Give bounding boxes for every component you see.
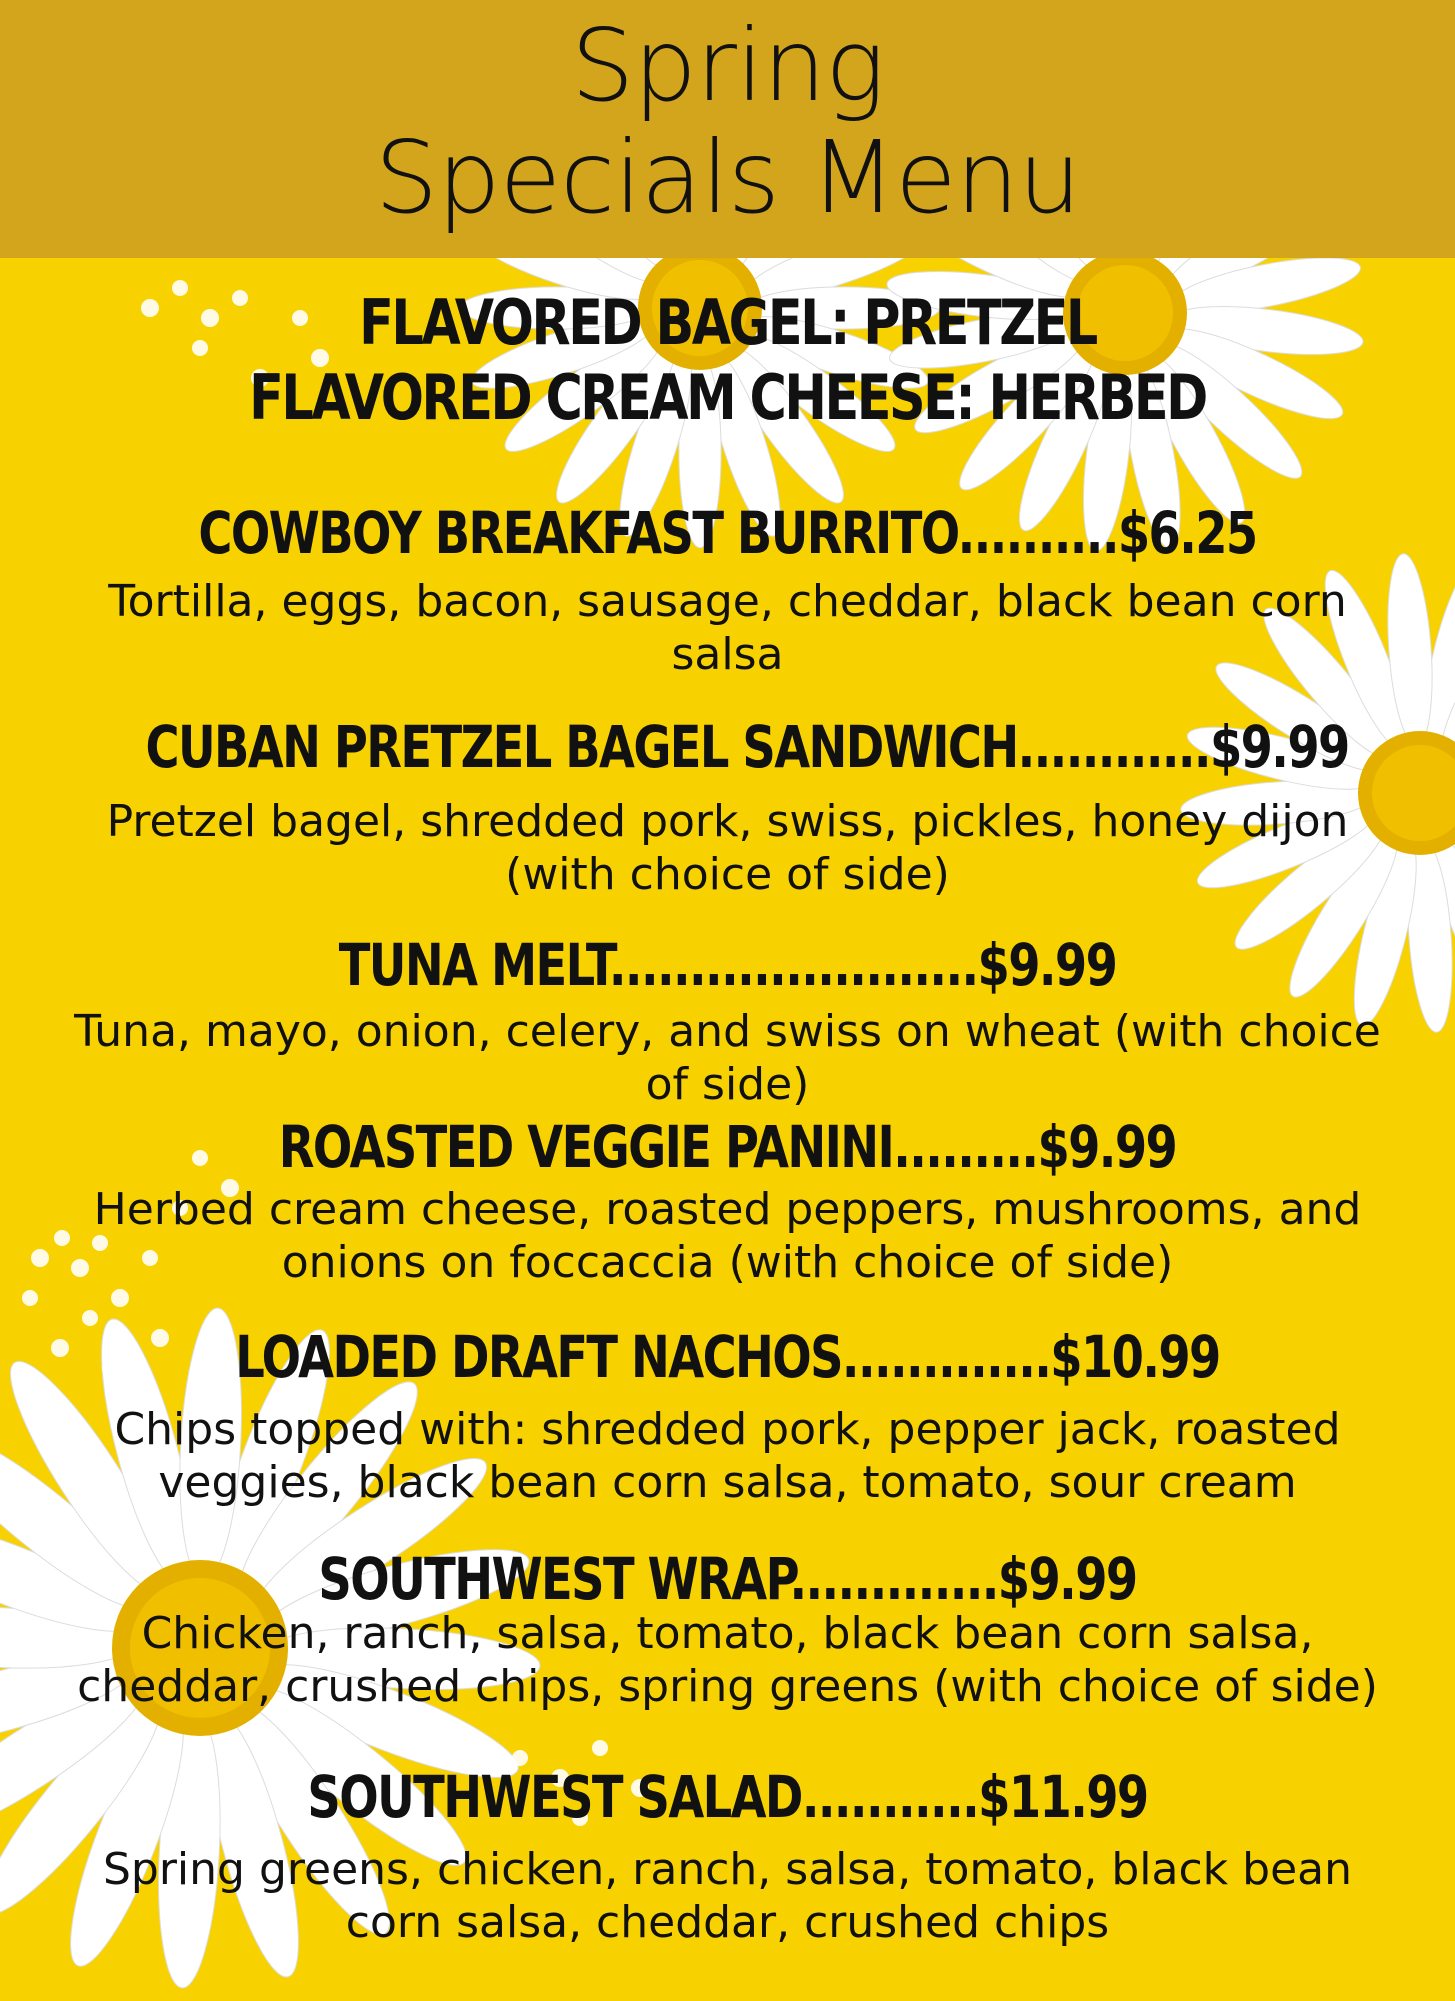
menu-item-description: Herbed cream cheese, roasted peppers, mushrooms, and onions on foccaccia (with choice of side): [93, 1184, 1362, 1288]
flavored-bagel: FLAVORED BAGEL: PRETZEL: [359, 286, 1096, 359]
flavored-cream-cheese: FLAVORED CREAM CHEESE: HERBED: [249, 361, 1206, 434]
menu-item-name: ROASTED VEGGIE PANINI.........$9.99: [278, 1113, 1177, 1181]
menu-header: [0, 0, 1455, 258]
page-title: [0, 0, 1455, 234]
menu-item-description: Spring greens, chicken, ranch, salsa, tomato, black bean corn salsa, cheddar, crushed chips: [102, 1844, 1352, 1948]
menu-item-name: TUNA MELT.......................$9.99: [338, 931, 1117, 999]
menu-item-name: COWBOY BREAKFAST BURRITO..........$6.25: [198, 499, 1257, 567]
menu-item-description: Tuna, mayo, onion, celery, and swiss on wheat (with choice of side): [74, 1006, 1381, 1110]
menu-item-description: Pretzel bagel, shredded pork, swiss, pickles, honey dijon (with choice of side): [106, 796, 1349, 900]
menu-item-description: Chips topped with: shredded pork, pepper jack, roasted veggies, black bean corn salsa, tomato, sour cream: [114, 1404, 1341, 1508]
menu-item-description: Chicken, ranch, salsa, tomato, black bean corn salsa, cheddar, crushed chips, spring greens (with choice of side): [77, 1608, 1378, 1712]
title-line-2: Specials Menu: [374, 119, 1081, 236]
menu-item-description: Tortilla, eggs, bacon, sausage, cheddar, black bean corn salsa: [108, 576, 1347, 680]
menu-item-name: CUBAN PRETZEL BAGEL SANDWICH............$9.99: [145, 713, 1349, 781]
menu-content: [0, 258, 1455, 2001]
menu-item-name: SOUTHWEST WRAP.............$9.99: [318, 1545, 1137, 1613]
title-line-1: Spring: [570, 7, 885, 124]
menu-item-name: LOADED DRAFT NACHOS.............$10.99: [235, 1323, 1220, 1391]
menu-item-name: SOUTHWEST SALAD...........$11.99: [307, 1763, 1148, 1831]
